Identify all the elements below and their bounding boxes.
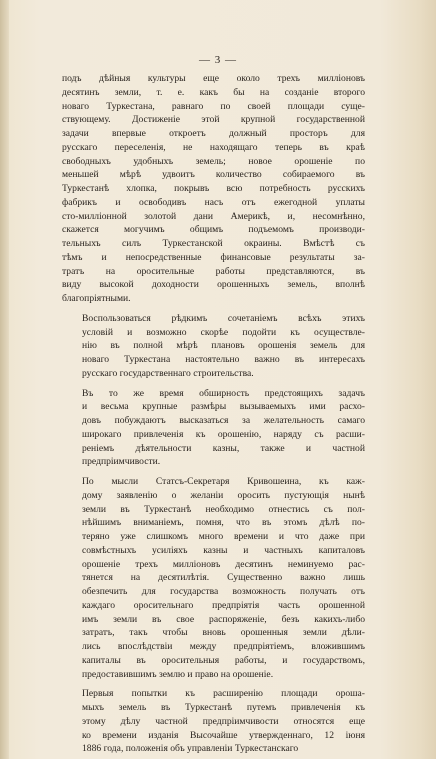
text-line: тянется на десятилѣтія. Существенно важно лишь	[82, 572, 365, 584]
text-line: теряно уже слишкомъ много времени и что даже при	[82, 531, 365, 542]
text-line: десятинъ земли, т. е. какъ бы на созданіе второго	[62, 86, 365, 98]
text-line: задачи впервые откроетъ должный просторъ для	[62, 128, 365, 139]
paragraph	[62, 312, 365, 381]
text-line: тельныхъ силъ Туркестанской окраины. Вмѣстѣ съ	[62, 238, 365, 249]
paragraph	[62, 687, 365, 756]
text-line: имъ земли въ свое распоряженіе, безъ какихъ-либо	[82, 613, 365, 625]
text-line: дому заявленію о желаніи оросить пустующія нынѣ	[82, 489, 365, 501]
text-line: свободныхъ удобныхъ земель; новое орошеніе по	[62, 155, 365, 167]
text-line: и весьма крупные размѣры вызываемыхъ ими расхо-	[82, 401, 365, 413]
text-line: русскаго государственнаго строительства.	[82, 367, 254, 379]
paragraph	[62, 387, 365, 470]
text-line: орошеніе трехъ милліоновъ десятинъ неминуемо рас-	[82, 558, 365, 570]
text-line: 1886 года, положенія объ управленіи Туркестанскаго	[82, 743, 299, 755]
text-line: подъ дѣйныя культуры еще около трехъ милліоновъ	[62, 73, 365, 84]
text-line: Первыя попытки къ расширенію площади ороша-	[82, 688, 365, 700]
text-line: виду высокой доходности орошенныхъ земель, вполнѣ	[62, 279, 365, 291]
text-line: тѣмъ и непосредственные финансовые результаты за-	[62, 251, 365, 263]
text-line: капиталы въ оросительныя работы, и государствомъ,	[82, 654, 365, 666]
text-line: благопріятными.	[62, 293, 131, 304]
text-line: довъ побуждаютъ высказаться за желательность самаго	[82, 415, 365, 426]
text-line: новаго Туркестана, равнаго по своей площади суще-	[62, 100, 365, 112]
text-line: предоставившимъ землю и право на орошеніе.	[82, 668, 274, 680]
text-line: сто-милліонной золотой дани Америкѣ, и, несомнѣнно,	[62, 210, 365, 222]
text-line: русскаго переселенія, не находящаго теперь въ краѣ	[62, 141, 365, 153]
body-text	[62, 72, 365, 756]
text-line: затратъ, такъ чтобы вновь орошенныя земли дѣли-	[82, 627, 365, 639]
text-line: реніемъ дѣятельности казны, также и частной	[82, 442, 365, 454]
text-line: мыхъ земель въ Туркестанѣ путемъ привлеченія къ	[82, 702, 365, 713]
text-line: Туркестанѣ хлопка, покрывъ всю потребность русскихъ	[62, 183, 365, 194]
text-line: совмѣстныхъ усиліяхъ казны и частныхъ капиталовъ	[82, 544, 365, 556]
text-line: земли въ Туркестанѣ необходимо отнестись съ пол-	[82, 503, 365, 515]
text-line: ствующему. Достиженіе этой крупной государственной	[62, 114, 365, 126]
text-line: меньшей мѣрѣ удвоитъ количество собираемого въ	[62, 169, 365, 181]
book-gutter	[0, 0, 9, 759]
text-line: тратъ на оросительные работы представляются, въ	[62, 265, 365, 277]
page-number: — 3 —	[199, 54, 237, 66]
text-line: скажется могучимъ общимъ подъемомъ производи-	[62, 224, 365, 236]
text-line: нѣйшимъ вниманіемъ, помня, что въ этомъ дѣлѣ по-	[82, 517, 365, 529]
text-line: широкаго привлеченія къ орошенію, наряду съ расши-	[82, 428, 365, 440]
text-line: нію въ полной мѣрѣ плановъ орошенія земель для	[82, 340, 365, 352]
text-line: Воспользоваться рѣдкимъ сочетаніемъ всѣхъ этихъ	[82, 312, 365, 324]
text-line: ко времени изданія Высочайше утвержденнаго, 12 іюня	[82, 729, 365, 741]
paragraph	[62, 475, 365, 681]
text-line: новаго Туркестана настоятельно важно въ интересахъ	[82, 354, 365, 365]
text-line: обезпечить для государства возможность получать отъ	[82, 586, 365, 597]
text-line: каждаго оросительнаго предпріятія часть орошенной	[82, 599, 365, 611]
paragraph	[62, 72, 365, 306]
text-line: этому дѣлу частной предпріимчивости относятся еще	[82, 715, 365, 727]
text-line: лись впослѣдствіи между предпріятіемъ, вложившимъ	[82, 641, 365, 652]
text-line: Въ то же время обширность предстоящихъ задачъ	[82, 387, 365, 399]
text-line: фабрикъ и освободивъ насъ отъ ежегодной уплаты	[62, 196, 365, 208]
text-line: предпріимчивости.	[82, 456, 161, 468]
text-line: условій и возможно скорѣе подойти къ осуществле-	[82, 326, 365, 338]
text-line: По мысли Статсъ-Секретаря Кривошеина, къ каж-	[82, 476, 365, 487]
